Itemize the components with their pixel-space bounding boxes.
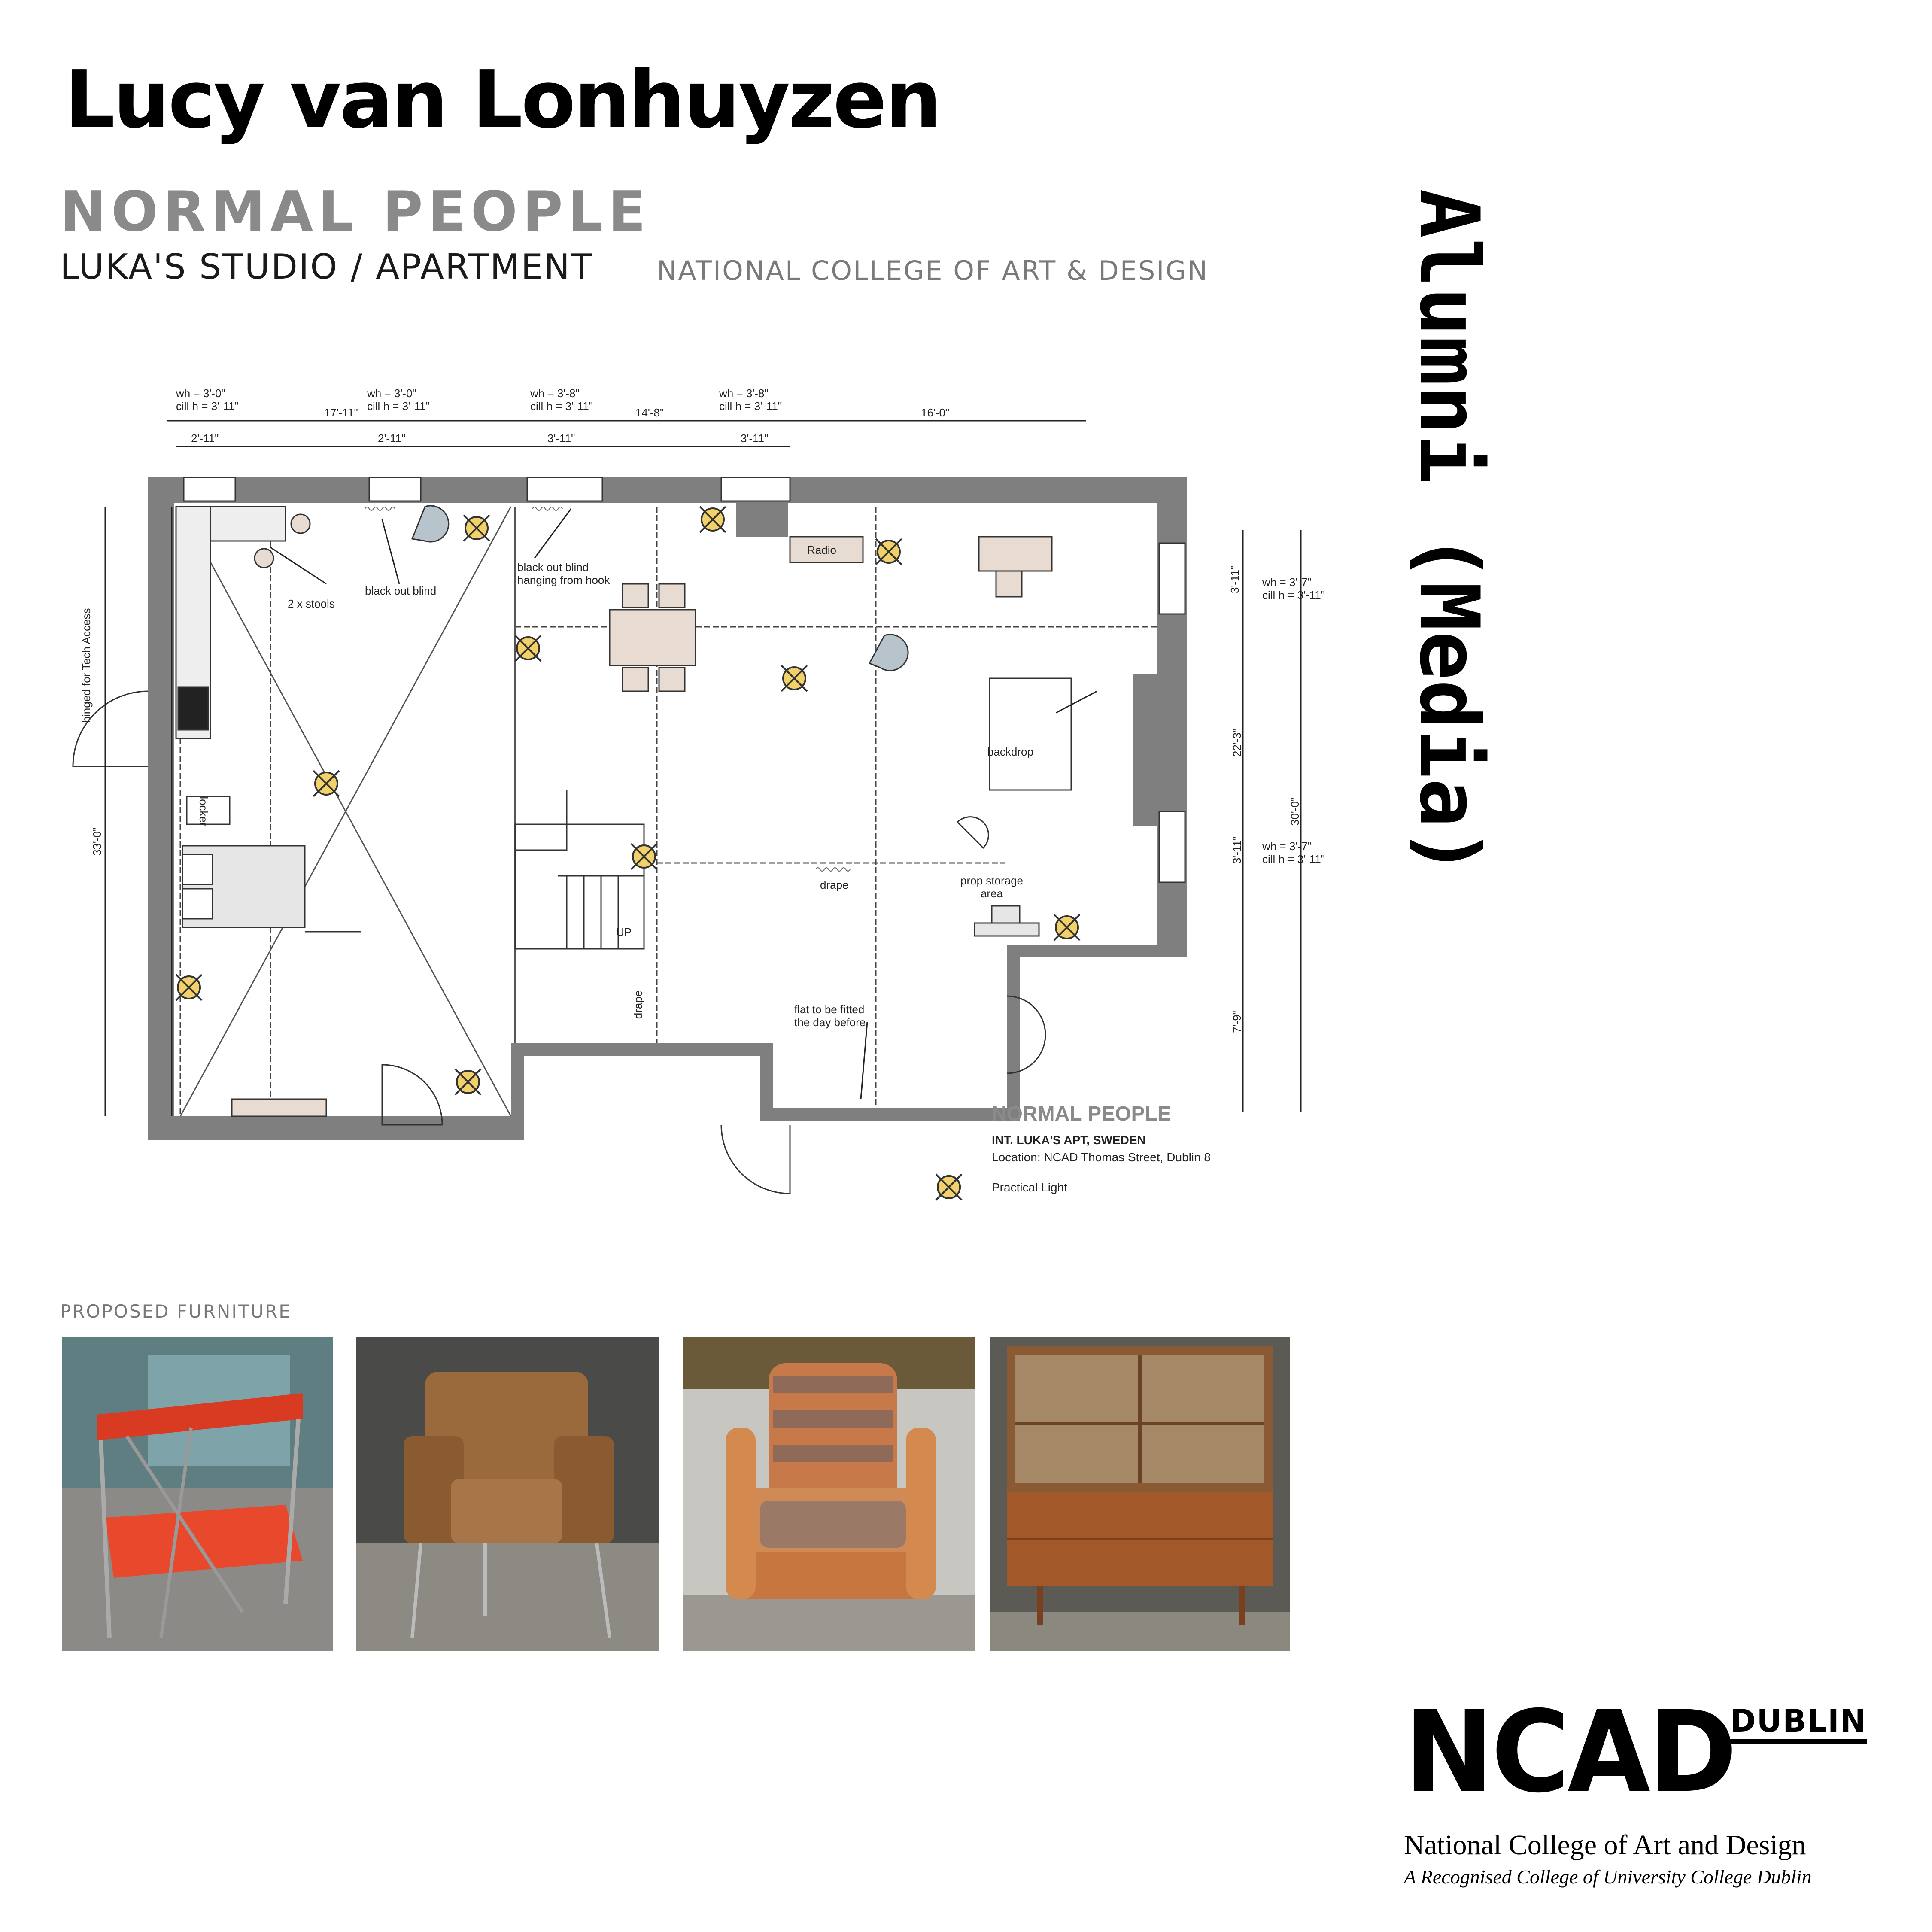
svg-text:black out blind: black out blind <box>365 584 437 597</box>
svg-text:cill h = 3'-11": cill h = 3'-11" <box>176 400 239 413</box>
side-label-text: Alumni (Media) <box>1402 189 1497 877</box>
svg-text:22'-3": 22'-3" <box>1230 728 1243 757</box>
svg-text:3'-11": 3'-11" <box>741 432 769 445</box>
svg-text:cill h = 3'-11": cill h = 3'-11" <box>719 400 782 413</box>
svg-text:3'-11": 3'-11" <box>547 432 575 445</box>
teak-cabinet-photo <box>990 1337 1290 1651</box>
svg-text:17'-11": 17'-11" <box>324 406 358 419</box>
svg-text:NORMAL PEOPLE: NORMAL PEOPLE <box>992 1103 1171 1125</box>
plan-cross-lines <box>180 507 515 1116</box>
location-title: NATIONAL COLLEGE OF ART & DESIGN <box>657 255 1209 286</box>
svg-text:3'-11": 3'-11" <box>1230 836 1243 864</box>
svg-text:backdrop: backdrop <box>987 745 1033 758</box>
svg-text:Practical Light: Practical Light <box>992 1181 1067 1194</box>
svg-text:Radio: Radio <box>807 544 836 556</box>
svg-text:16'-0": 16'-0" <box>921 406 950 419</box>
plan-stairs <box>515 790 644 949</box>
svg-text:cill h = 3'-11": cill h = 3'-11" <box>530 400 593 413</box>
floor-plan <box>69 378 1325 1219</box>
plan-dimensions-top <box>176 387 949 445</box>
svg-text:black out blind: black out blind <box>517 561 589 574</box>
plan-blinds <box>365 507 850 871</box>
svg-text:Location: NCAD Thomas Street,: Location: NCAD Thomas Street, Dublin 8 <box>992 1151 1211 1164</box>
svg-text:7'-9": 7'-9" <box>1230 1011 1243 1033</box>
red-trolley-photo <box>62 1337 333 1651</box>
svg-text:wh = 3'-8": wh = 3'-8" <box>530 387 580 400</box>
svg-text:2 x stools: 2 x stools <box>288 597 335 610</box>
college-name: National College of Art and Design <box>1404 1829 1806 1861</box>
ncad-logo <box>1404 1686 1876 1842</box>
svg-text:wh = 3'-8": wh = 3'-8" <box>719 387 769 400</box>
furniture-heading: PROPOSED FURNITURE <box>60 1301 292 1322</box>
college-subtitle: A Recognised College of University College Dublin <box>1404 1866 1812 1888</box>
plan-walls <box>148 477 1187 1140</box>
svg-text:2'-11": 2'-11" <box>191 432 219 445</box>
svg-text:33'-0": 33'-0" <box>91 827 103 856</box>
svg-text:area: area <box>980 887 1003 900</box>
svg-text:cill h = 3'-11": cill h = 3'-11" <box>1262 589 1325 601</box>
svg-text:prop storage: prop storage <box>960 874 1023 887</box>
svg-text:locker: locker <box>197 796 210 826</box>
svg-text:INT. LUKA'S APT, SWEDEN: INT. LUKA'S APT, SWEDEN <box>992 1133 1146 1147</box>
rattan-armchair-photo <box>683 1337 975 1651</box>
svg-text:hinged for Tech Access: hinged for Tech Access <box>80 608 93 723</box>
logo-dublin: DUBLIN <box>1730 1705 1867 1744</box>
svg-text:wh = 3'-0": wh = 3'-0" <box>176 387 225 400</box>
svg-text:2'-11": 2'-11" <box>378 432 406 445</box>
svg-text:drape: drape <box>632 990 644 1019</box>
svg-text:hanging from hook: hanging from hook <box>517 574 610 586</box>
plan-dining <box>232 537 1071 1116</box>
svg-text:the day before: the day before <box>794 1016 866 1029</box>
svg-text:wh = 3'-0": wh = 3'-0" <box>367 387 416 400</box>
svg-text:30'-0": 30'-0" <box>1288 797 1301 826</box>
plan-dimensions-left <box>80 608 103 856</box>
svg-text:wh = 3'-7": wh = 3'-7" <box>1262 840 1312 853</box>
logo-ncad: NCAD <box>1404 1686 1735 1818</box>
side-label <box>1404 189 1498 919</box>
show-title: NORMAL PEOPLE <box>60 180 651 244</box>
svg-text:cill h = 3'-11": cill h = 3'-11" <box>367 400 430 413</box>
svg-text:wh = 3'-7": wh = 3'-7" <box>1262 576 1312 589</box>
svg-text:drape: drape <box>820 878 849 891</box>
artist-name: Lucy van Lonhuyzen <box>64 53 940 146</box>
svg-text:cill h = 3'-11": cill h = 3'-11" <box>1262 853 1325 866</box>
svg-text:UP: UP <box>616 926 632 939</box>
svg-text:3'-11": 3'-11" <box>1228 565 1241 594</box>
svg-text:14'-8": 14'-8" <box>635 406 664 419</box>
svg-text:flat to be fitted: flat to be fitted <box>794 1003 865 1016</box>
set-title: LUKA'S STUDIO / APARTMENT <box>60 247 593 287</box>
leather-armchair-photo <box>356 1337 659 1651</box>
